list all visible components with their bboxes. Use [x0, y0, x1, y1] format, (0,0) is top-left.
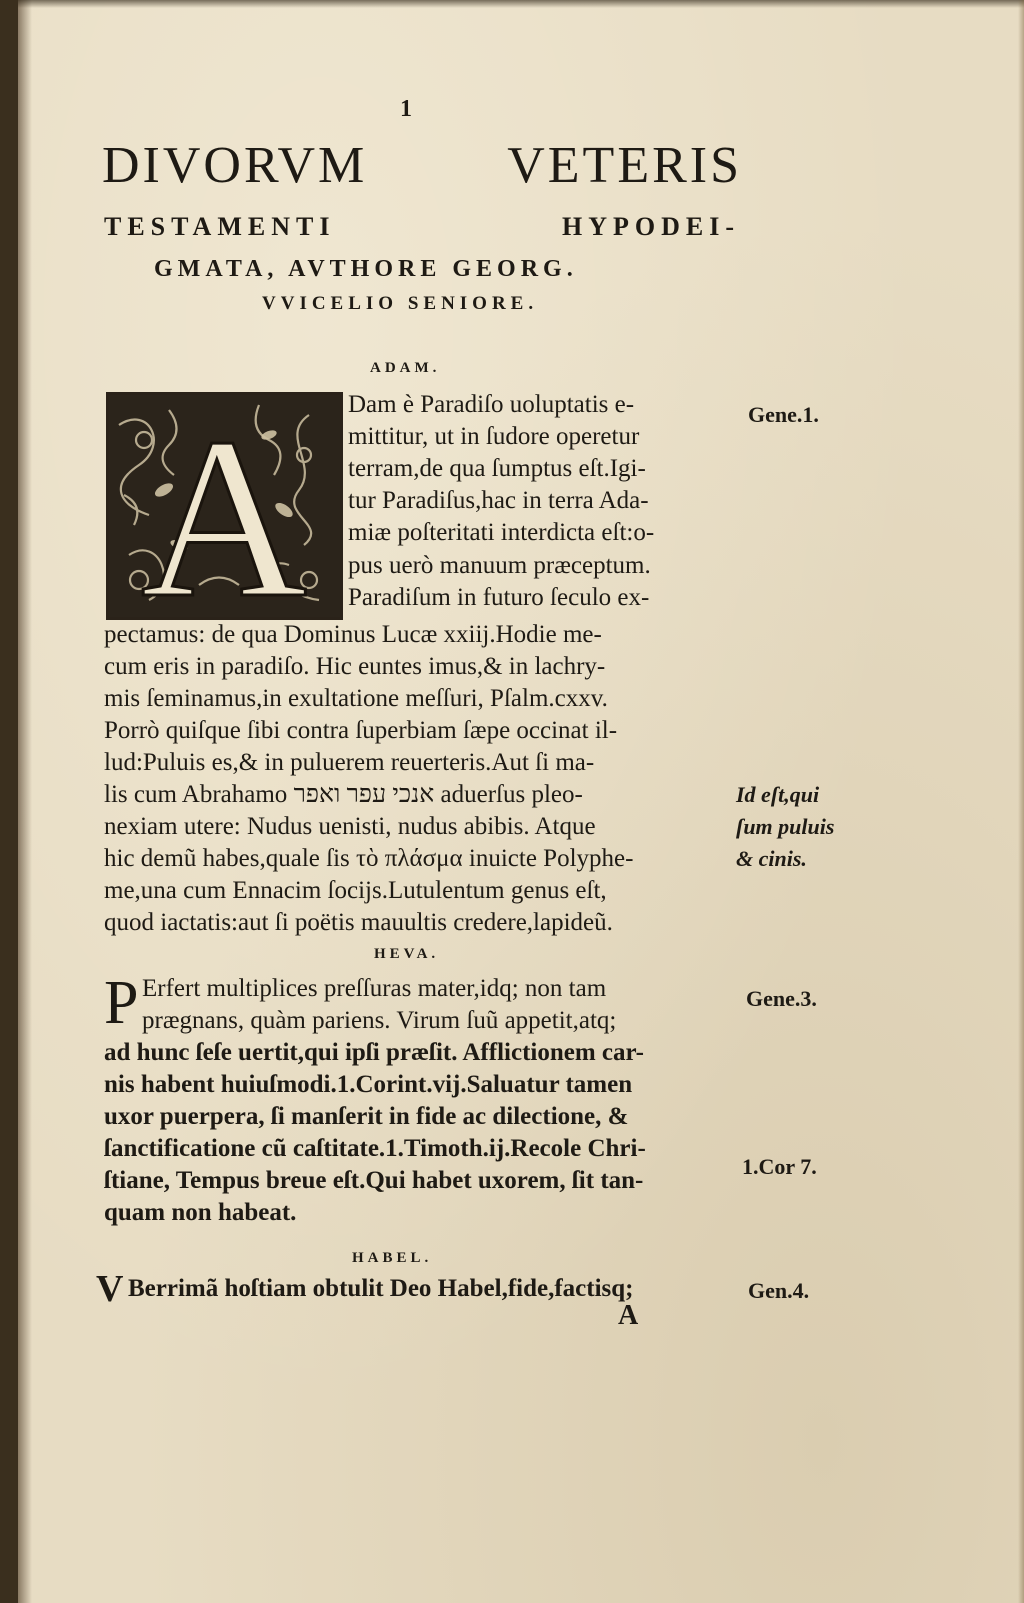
- adam-line-13: lis cum Abrahamo אנכי עפר ואפר aduerſus pleo-: [104, 781, 583, 808]
- heva-line-1: Erfert multiplices preſſuras mater,idq; non tam: [142, 975, 607, 1002]
- adam-line-6: pus uerò manuum præceptum.: [348, 552, 651, 579]
- habel-drop-cap: V: [96, 1268, 124, 1310]
- title-line-3: GMATA, AVTHORE GEORG.: [154, 256, 578, 282]
- heva-line-6: ſanctificatione cũ caſtitate.1.Timoth.ij.Recole Chri-: [104, 1135, 646, 1162]
- title-line-1: [102, 136, 742, 195]
- margin-ref-1-cor-7: 1.Cor 7.: [742, 1154, 817, 1179]
- title-word-testamenti: TESTAMENTI: [104, 212, 336, 241]
- section-heading-heva: HEVA.: [374, 946, 440, 962]
- adam-line-8: pectamus: de qua Dominus Lucæ xxiij.Hodie me-: [104, 621, 602, 648]
- adam-line-4: tur Paradiſus,hac in terra Ada-: [348, 487, 649, 514]
- adam-line-5: miæ poſteritati interdicta eſt:o-: [348, 519, 655, 546]
- adam-line-10: mis ſeminamus,in exultatione meſſuri, Pſalm.cxxv.: [104, 685, 608, 712]
- decorated-initial-a-icon: [109, 395, 340, 617]
- title-line-4: VVICELIO SENIORE.: [262, 293, 539, 314]
- adam-line-16: me,una cum Ennacim ſocijs.Lutulentum genus eſt,: [104, 877, 607, 904]
- page-top-shadow: [18, 0, 1024, 8]
- margin-ref-gene-1: Gene.1.: [748, 402, 819, 427]
- adam-line-12: lud:Puluis es,& in puluerem reuerteris.Aut ſi ma-: [104, 749, 595, 776]
- signature-mark: A: [618, 1300, 639, 1331]
- title-word-veteris: VETERIS: [507, 137, 742, 194]
- adam-line-17: quod iactatis:aut ſi poëtis mauultis credere,lapideũ.: [104, 909, 613, 936]
- margin-note-3: & cinis.: [736, 846, 807, 871]
- margin-ref-gene-3: Gene.3.: [746, 986, 817, 1011]
- section-heading-adam: ADAM.: [370, 360, 441, 376]
- adam-line-11: Porrò quiſque ſibi contra ſuperbiam ſæpe occinat il-: [104, 717, 618, 744]
- section-heading-habel: HABEL.: [352, 1250, 433, 1266]
- heva-drop-cap: P: [104, 969, 139, 1037]
- margin-ref-gen-4: Gen.4.: [748, 1278, 810, 1303]
- decorated-initial: [106, 392, 343, 620]
- title-word-divorvm: DIVORVM: [102, 137, 368, 194]
- initial-letter: A: [140, 395, 308, 617]
- heva-line-4: nis habent huiuſmodi.1.Corint.vij.Saluatur tamen: [104, 1071, 633, 1098]
- heva-line-3: ad hunc ſeſe uertit,qui ipſi præſit. Afflictionem car-: [104, 1039, 645, 1066]
- adam-line-7: Paradiſum in futuro ſeculo ex-: [348, 584, 650, 611]
- heva-line-5: uxor puerpera, ſi manſerit in fide ac dilectione, &: [104, 1103, 629, 1130]
- adam-line-2: mittitur, ut in ſudore operetur: [348, 423, 640, 450]
- adam-line-15: hic demũ habes,quale ſis τὸ πλάσμα inuicte Polyphe-: [104, 845, 634, 872]
- heva-line-2: prægnans, quàm pariens. Virum ſuũ appetit,atq;: [142, 1007, 617, 1034]
- margin-note-1: Id eſt,qui: [736, 782, 820, 807]
- page-right-edge: [1018, 0, 1024, 1603]
- book-page: [18, 0, 1024, 1603]
- margin-note-2: ſum puluis: [736, 814, 835, 839]
- adam-line-1: Dam è Paradiſo uoluptatis e-: [348, 391, 635, 418]
- adam-line-9: cum eris in paradiſo. Hic euntes imus,& in lachry-: [104, 653, 606, 680]
- adam-line-3: terram,de qua ſumptus eſt.Igi-: [348, 455, 646, 482]
- heva-line-8: quam non habeat.: [104, 1199, 297, 1226]
- adam-line-14: nexiam utere: Nudus uenisti, nudus abibis. Atque: [104, 813, 596, 840]
- title-line-2: [104, 212, 740, 242]
- heva-line-7: ſtiane, Tempus breue eſt.Qui habet uxorem, ſit tan-: [104, 1167, 644, 1194]
- habel-line-1: Berrimã hoſtiam obtulit Deo Habel,fide,factisq;: [128, 1275, 634, 1302]
- title-word-hypodei: HYPODEI-: [562, 212, 740, 241]
- page-number: 1: [400, 96, 412, 122]
